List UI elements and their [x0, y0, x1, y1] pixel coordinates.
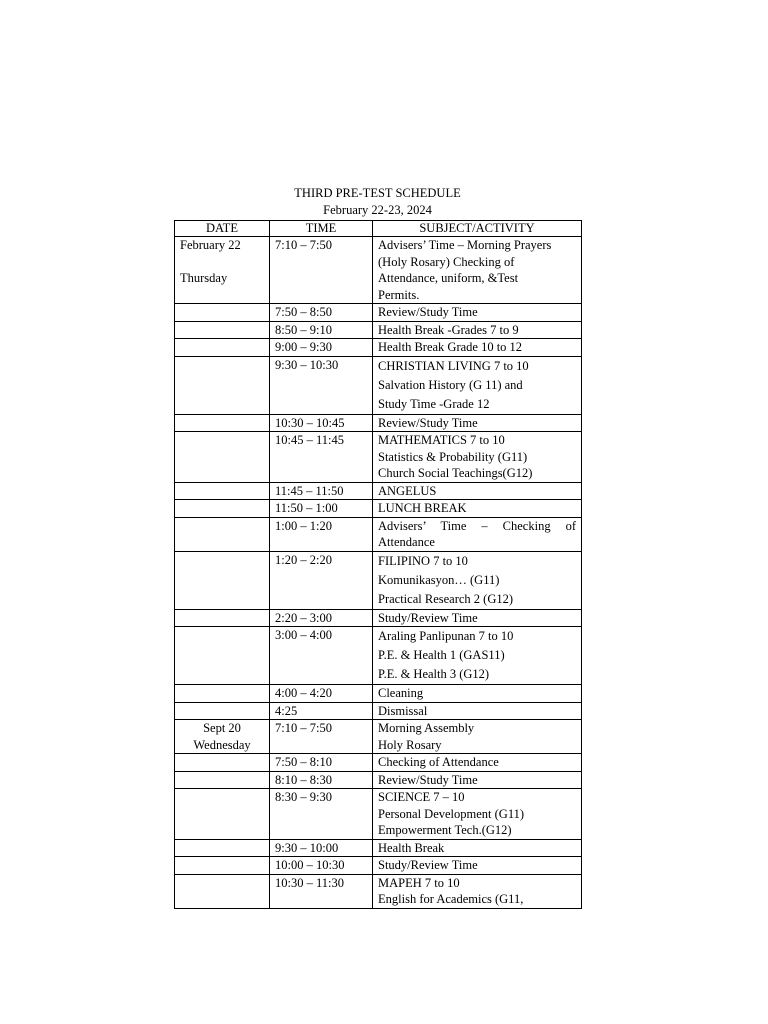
subject-line: Empowerment Tech.(G12) [378, 823, 512, 837]
date-cell [175, 356, 270, 414]
table-row [175, 356, 582, 414]
subject-line: P.E. & Health 3 (G12) [378, 667, 490, 681]
subject-line: Health Break -Grades 7 to 9 [378, 322, 519, 337]
subject-cell [373, 627, 582, 685]
time-cell: 1:20 – 2:20 [270, 551, 373, 609]
date-cell [175, 551, 270, 609]
table-row [175, 321, 582, 339]
subject-cell [373, 500, 582, 518]
time-cell: 11:50 – 1:00 [270, 500, 373, 518]
time-cell: 11:45 – 11:50 [270, 482, 373, 500]
time-cell: 7:10 – 7:50 [270, 720, 373, 754]
subject-cell [373, 754, 582, 772]
date-cell [175, 500, 270, 518]
table-row [175, 482, 582, 500]
subject-line: ANGELUS [378, 483, 437, 498]
subject-line: English for Academics (G11, [378, 892, 524, 906]
time-cell: 3:00 – 4:00 [270, 627, 373, 685]
subject-cell [373, 771, 582, 789]
subject-line: FILIPINO 7 to 10 [378, 553, 468, 568]
subject-line: SCIENCE 7 – 10 [378, 790, 465, 804]
table-row [175, 500, 582, 518]
subject-line: (Holy Rosary) Checking of [378, 254, 515, 269]
time-cell: 4:00 – 4:20 [270, 685, 373, 703]
table-row [175, 627, 582, 685]
subject-line: Review/Study Time [378, 305, 478, 319]
weekday-label: Thursday [180, 270, 228, 285]
date-cell [175, 702, 270, 720]
subject-line: MATHEMATICS 7 to 10 [378, 433, 505, 447]
subject-cell [373, 304, 582, 322]
table-row [175, 414, 582, 432]
table-row [175, 609, 582, 627]
table-row [175, 720, 582, 754]
date-cell [175, 839, 270, 857]
column-header-date: DATE [175, 221, 270, 237]
subject-line: Practical Research 2 (G12) [378, 591, 514, 606]
subject-line: Dismissal [378, 703, 428, 718]
table-row [175, 754, 582, 772]
time-cell: 8:30 – 9:30 [270, 789, 373, 840]
time-cell: 9:00 – 9:30 [270, 339, 373, 357]
subject-cell [373, 321, 582, 339]
subject-line: Church Social Teachings(G12) [378, 466, 533, 480]
table-row [175, 702, 582, 720]
column-header-time: TIME [270, 221, 373, 237]
table-row [175, 237, 582, 304]
subject-cell [373, 482, 582, 500]
subject-line: Cleaning [378, 686, 424, 700]
table-row [175, 517, 582, 551]
date-cell [175, 874, 270, 908]
subject-cell [373, 839, 582, 857]
time-cell: 1:00 – 1:20 [270, 517, 373, 551]
subject-cell [373, 702, 582, 720]
header-row [175, 221, 582, 237]
date-cell [175, 685, 270, 703]
subject-line: Study Time -Grade 12 [378, 396, 490, 411]
schedule-title: THIRD PRE-TEST SCHEDULE [294, 186, 461, 200]
date-cell [175, 321, 270, 339]
subject-line: CHRISTIAN LIVING 7 to 10 [378, 358, 529, 373]
date-label: Sept 20 [203, 721, 241, 735]
subject-line: Study/Review Time [378, 858, 478, 872]
date-cell [175, 482, 270, 500]
subject-line: Advisers’ Time – Morning Prayers [378, 238, 552, 252]
schedule-subtitle: February 22-23, 2024 [323, 203, 432, 217]
date-cell [175, 339, 270, 357]
time-cell: 10:45 – 11:45 [270, 432, 373, 483]
time-cell: 8:50 – 9:10 [270, 321, 373, 339]
table-row [175, 339, 582, 357]
time-cell: 7:50 – 8:10 [270, 754, 373, 772]
time-cell: 8:10 – 8:30 [270, 771, 373, 789]
subject-line: Morning Assembly [378, 721, 475, 735]
date-cell [175, 237, 270, 304]
subject-line: Advisers’ Time – Checking of [378, 518, 576, 533]
table-row [175, 304, 582, 322]
subject-line: Statistics & Probability (G11) [378, 449, 528, 464]
date-cell [175, 609, 270, 627]
table-row [175, 839, 582, 857]
subject-line: Holy Rosary [378, 737, 442, 752]
time-cell: 7:50 – 8:50 [270, 304, 373, 322]
subject-cell [373, 789, 582, 840]
subject-line: Personal Development (G11) [378, 806, 525, 821]
subject-line: Checking of Attendance [378, 755, 499, 769]
weekday-label: Wednesday [193, 737, 251, 752]
subject-line: Review/Study Time [378, 772, 478, 787]
time-cell: 10:30 – 10:45 [270, 414, 373, 432]
date-cell [175, 304, 270, 322]
table-row [175, 685, 582, 703]
subject-cell [373, 551, 582, 609]
subject-line: Study/Review Time [378, 610, 478, 625]
date-cell [175, 414, 270, 432]
subject-line: LUNCH BREAK [378, 501, 467, 515]
subject-cell [373, 356, 582, 414]
subject-line: Health Break [378, 840, 445, 855]
date-cell [175, 720, 270, 754]
subject-cell [373, 685, 582, 703]
date-cell [175, 771, 270, 789]
subject-line: Attendance, uniform, &Test [378, 271, 519, 285]
subject-cell [373, 414, 582, 432]
subject-line: Komunikasyon… (G11) [378, 572, 500, 587]
time-cell: 2:20 – 3:00 [270, 609, 373, 627]
date-cell [175, 627, 270, 685]
subject-cell [373, 720, 582, 754]
subject-cell [373, 339, 582, 357]
time-cell: 10:30 – 11:30 [270, 874, 373, 908]
column-header-subject: SUBJECT/ACTIVITY [373, 221, 582, 237]
table-row [175, 771, 582, 789]
subject-cell [373, 609, 582, 627]
table-row [175, 874, 582, 908]
subject-line: Health Break Grade 10 to 12 [378, 340, 523, 354]
date-cell [175, 857, 270, 875]
date-cell [175, 432, 270, 483]
time-cell: 4:25 [270, 702, 373, 720]
subject-cell [373, 432, 582, 483]
schedule-table [174, 220, 582, 909]
subject-cell [373, 237, 582, 304]
subject-line: Salvation History (G 11) and [378, 377, 523, 392]
time-cell: 7:10 – 7:50 [270, 237, 373, 304]
subject-line: P.E. & Health 1 (GAS11) [378, 648, 505, 662]
subject-cell [373, 517, 582, 551]
date-cell [175, 789, 270, 840]
subject-line: Araling Panlipunan 7 to 10 [378, 629, 514, 643]
subject-line: MAPEH 7 to 10 [378, 875, 460, 890]
time-cell: 10:00 – 10:30 [270, 857, 373, 875]
table-row [175, 551, 582, 609]
subject-line: Permits. [378, 287, 420, 302]
subject-line: Attendance [378, 535, 435, 549]
date-cell [175, 754, 270, 772]
table-row [175, 857, 582, 875]
date-label: February 22 [180, 238, 241, 252]
time-cell: 9:30 – 10:30 [270, 356, 373, 414]
subject-cell [373, 874, 582, 908]
table-row [175, 789, 582, 840]
date-cell [175, 517, 270, 551]
subject-cell [373, 857, 582, 875]
time-cell: 9:30 – 10:00 [270, 839, 373, 857]
table-row [175, 432, 582, 483]
subject-line: Review/Study Time [378, 415, 478, 430]
